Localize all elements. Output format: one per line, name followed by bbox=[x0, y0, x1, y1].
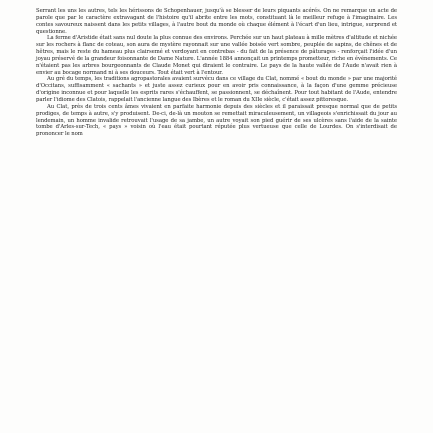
document-body bbox=[36, 8, 397, 138]
paragraph: Serrant les uns les autres, tels les hérissons de Schopenhauer, jusqu'à se blesser de leurs piquants acérés. On ne remarque un acte de parole que par le caractère extravagant de l'histoire qu'il abrite entre les mots, constituant là le meilleur refuge à l'imaginaire. Les contes savoureux naissent dans les petits villages, à l'autre bout du monde où chaque élément à l'écart d'un lieu, intrigue, surprend et questionne. bbox=[36, 8, 397, 35]
paragraph: Au Clat, près de trois cents âmes vivaient en parfaite harmonie depuis des siècles et il paraissait presque normal que de petits prodiges, de temps à autre, s'y produisent. De-ci, de-là un mouton se remettait miraculeusement, un villageois s'enrichissait du jour au lendemain, un homme invalide retrouvait l'usage de sa jambe, un autre voyait son pied guérir de ses ulcères sans l'aide de la sainte tombe d'Arles-sur-Tech, « pays » voisin où l'eau était pourtant réputée plus vertueuse que celle de Lourdes. On s'interdisait de prononcer le nom bbox=[36, 103, 397, 138]
paragraph: La ferme d'Aristide était sans nul doute la plus connue des environs. Perchée sur un haut plateau à mille mètres d'altitude et nichée sur les rochers à flanc de coteau, son aura de mystère rayonnait sur une vallée boisée vert sombre, peuplée de sapins, de chênes et de hêtres, mais le reste du hameau plus clairsemé et verdoyant en contrebas - du fait de la présence de pâturages - renforçait l'idée d'un joyau préservé de la grandeur foisonnante de Dame Nature. L'année 1884 annonçait un printemps prometteur, riche en événements. Ce n'étaient pas les arbres bourgeonnants de Claude Monet qui diraient le contraire. Le pays de la haute vallée de l'Aude n'avait rien à envier au bocage normand ni à ses douceurs. Tout était vert à l'entour. bbox=[36, 35, 397, 76]
paragraph: Au gré du temps, les traditions agropastorales avaient survécu dans ce village du Clat, nommé « bout du monde » par une majorité d'Occitans, suffisamment « sachants » et juste assez curieux pour en avoir pris connaissance, à la façon d'une gemme précieuse d'origine inconnue et pour laquelle les esprits rares s'échauffent, se passionnent, se déchaînent. Pour tout habitant de l'Aude, entendre parler l'idiome des Clatois, rappelait l'ancienne langue des Ibères et le roman du XIIe siècle, c'était assez pittoresque. bbox=[36, 76, 397, 103]
